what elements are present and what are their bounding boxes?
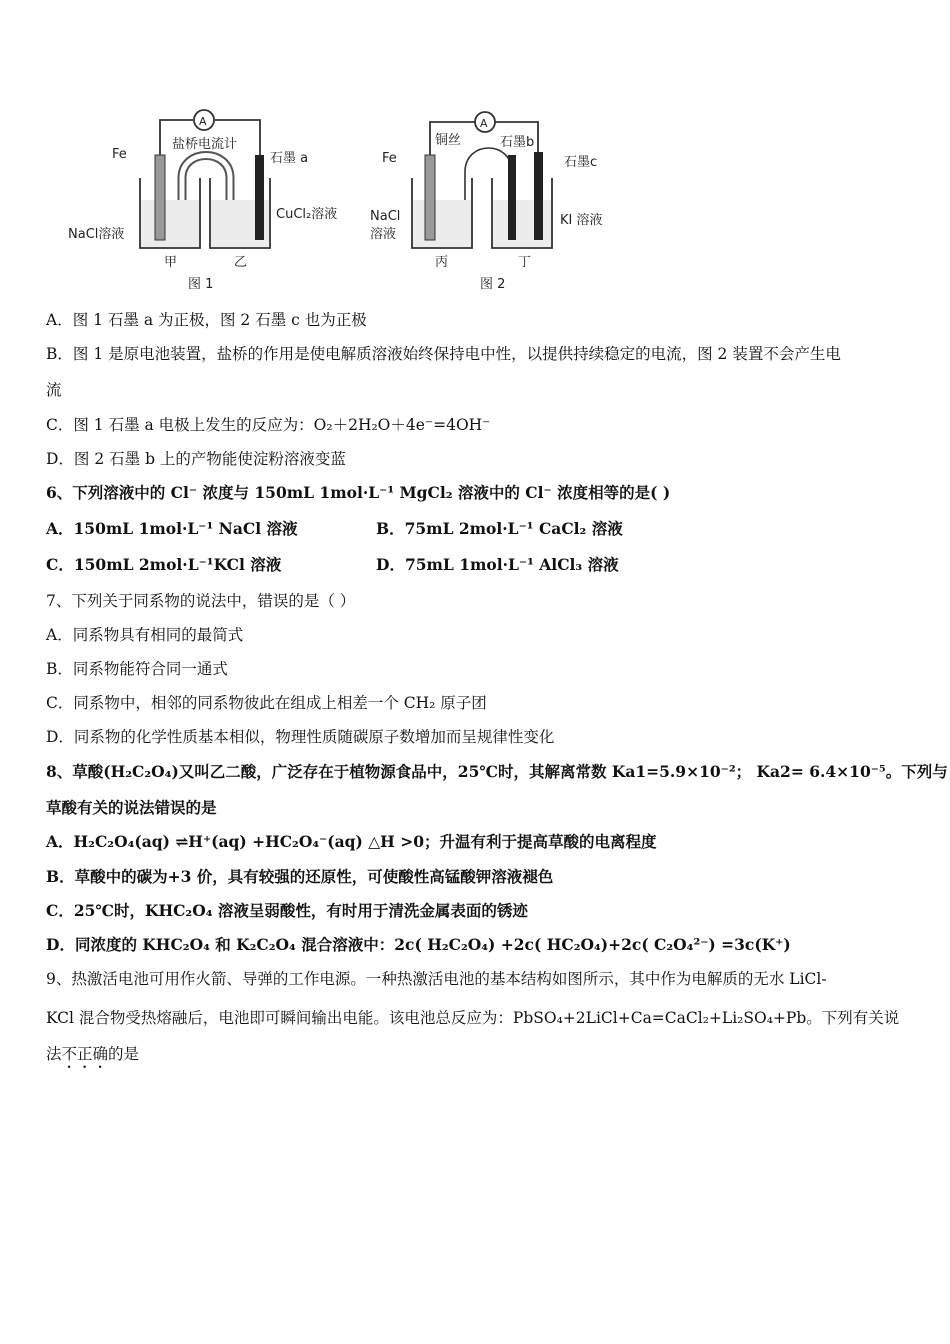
fig1-left-beaker-label: 甲 — [164, 255, 178, 270]
q7-option-a: A．同系物具有相同的最简式 — [46, 626, 244, 644]
q6-option-b: B．75mL 2mol·L⁻¹ CaCl₂ 溶液 — [376, 519, 623, 538]
electrochemistry-figure — [60, 100, 640, 300]
q5-option-a: A．图 1 石墨 a 为正极，图 2 石墨 c 也为正极 — [46, 311, 367, 329]
fig2-copper-wire-label: 铜丝 — [435, 133, 462, 148]
q6-option-c: C．150mL 2mol·L⁻¹KCl 溶液 — [46, 555, 282, 574]
q8-stem-line1: 8、草酸(H₂C₂O₄)又叫乙二酸，广泛存在于植物源食品中，25℃时，其解离常数 Ka1=5.9×10⁻²； Ka2= 6.4×10⁻⁵。下列与 — [46, 762, 948, 781]
q5-option-c: C．图 1 石墨 a 电极上发生的反应为：O₂＋2H₂O＋4e⁻=4OH⁻ — [46, 416, 491, 434]
fig1-left-solution-label: NaCl溶液 — [68, 227, 125, 242]
fig2-ammeter-label: A — [480, 117, 488, 130]
fig1-ammeter-label: A — [199, 115, 207, 128]
fig1-salt-bridge-label: 盐桥电流计 — [172, 137, 238, 152]
fig1-graphite-a — [255, 155, 264, 240]
q5-option-d: D．图 2 石墨 b 上的产物能使淀粉溶液变蓝 — [46, 450, 346, 468]
fig2-graphite-c — [534, 152, 543, 240]
fig2-solution-left — [413, 200, 471, 247]
q6-options-row2 — [46, 556, 890, 575]
fig2-graphite-c-label: 石墨c — [564, 155, 598, 170]
fig2-graphite-b — [508, 155, 516, 240]
q7-option-c: C．同系物中，相邻的同系物彼此在组成上相差一个 CH₂ 原子团 — [46, 694, 487, 712]
q6-option-a: A．150mL 1mol·L⁻¹ NaCl 溶液 — [46, 519, 298, 538]
q9-line3-post: 的是 — [108, 1045, 140, 1063]
q7-stem: 7、下列关于同系物的说法中，错误的是（ ） — [46, 592, 356, 610]
fig2-left-beaker-label: 丙 — [435, 255, 449, 270]
fig2-left-solution-label-2: 溶液 — [370, 227, 397, 242]
fig2-graphite-b-label: 石墨b — [500, 135, 535, 150]
q8-option-b: B．草酸中的碳为+3 价，具有较强的还原性，可使酸性高锰酸钾溶液褪色 — [46, 867, 554, 886]
q6-option-d: D．75mL 1mol·L⁻¹ AlCl₃ 溶液 — [376, 555, 619, 574]
fig1-caption: 图 1 — [188, 277, 214, 292]
fig1-solution-left — [141, 200, 199, 247]
fig1-fe-electrode — [155, 155, 165, 240]
fig2-left-solution-label-1: NaCl — [370, 209, 401, 224]
q8-option-a: A．H₂C₂O₄(aq) ⇌H⁺(aq) +HC₂O₄⁻(aq) △H >0；升温有利于提高草酸的电离程度 — [46, 832, 657, 851]
q8-stem-line2: 草酸有关的说法错误的是 — [46, 798, 217, 817]
q8-option-d: D．同浓度的 KHC₂O₄ 和 K₂C₂O₄ 混合溶液中：2c( H₂C₂O₄) +2c( HC₂O₄)+2c( C₂O₄²⁻) =3c(K⁺) — [46, 935, 791, 954]
q6-stem: 6、下列溶液中的 Cl⁻ 浓度与 150mL 1mol·L⁻¹ MgCl₂ 溶液中的 Cl⁻ 浓度相等的是( ) — [46, 483, 671, 502]
fig1-right-solution-label: CuCl₂溶液 — [276, 207, 338, 222]
fig2-caption: 图 2 — [480, 277, 506, 292]
q9-line3-pre: 法 — [46, 1045, 62, 1063]
fig2-fe-electrode — [425, 155, 435, 240]
q9-stem-line1: 9、热激活电池可用作火箭、导弹的工作电源。一种热激活电池的基本结构如图所示，其中作为电解质的无水 LiCl- — [46, 970, 827, 988]
fig2-right-solution-label: KI 溶液 — [560, 213, 603, 228]
fig1-left-electrode-label: Fe — [112, 147, 127, 162]
fig1-right-beaker-label: 乙 — [234, 255, 248, 270]
q6-options-row1 — [46, 520, 890, 539]
fig1-right-electrode-label: 石墨 a — [270, 151, 309, 166]
q7-option-d: D．同系物的化学性质基本相似，物理性质随碳原子数增加而呈规律性变化 — [46, 728, 555, 746]
q5-option-b-line2: 流 — [46, 381, 62, 399]
q9-stem-line2: KCl 混合物受热熔融后，电池即可瞬间输出电能。该电池总反应为：PbSO₄+2LiCl+Ca=CaCl₂+Li₂SO₄+Pb。下列有关说 — [46, 1009, 900, 1027]
apparatus-diagram — [60, 100, 640, 300]
q9-emphasis-text: 不正确 — [61, 1045, 109, 1063]
fig2-left-electrode-label: Fe — [382, 151, 397, 166]
fig2-right-beaker-label: 丁 — [518, 255, 532, 270]
q8-option-c: C．25℃时，KHC₂O₄ 溶液呈弱酸性，有时用于清洗金属表面的锈迹 — [46, 901, 528, 920]
q7-option-b: B．同系物能符合同一通式 — [46, 660, 228, 678]
q5-option-b-line1: B．图 1 是原电池装置，盐桥的作用是使电解质溶液始终保持电中性，以提供持续稳定的电流，图 2 装置不会产生电 — [46, 345, 841, 363]
q9-stem-line3 — [46, 1045, 890, 1072]
